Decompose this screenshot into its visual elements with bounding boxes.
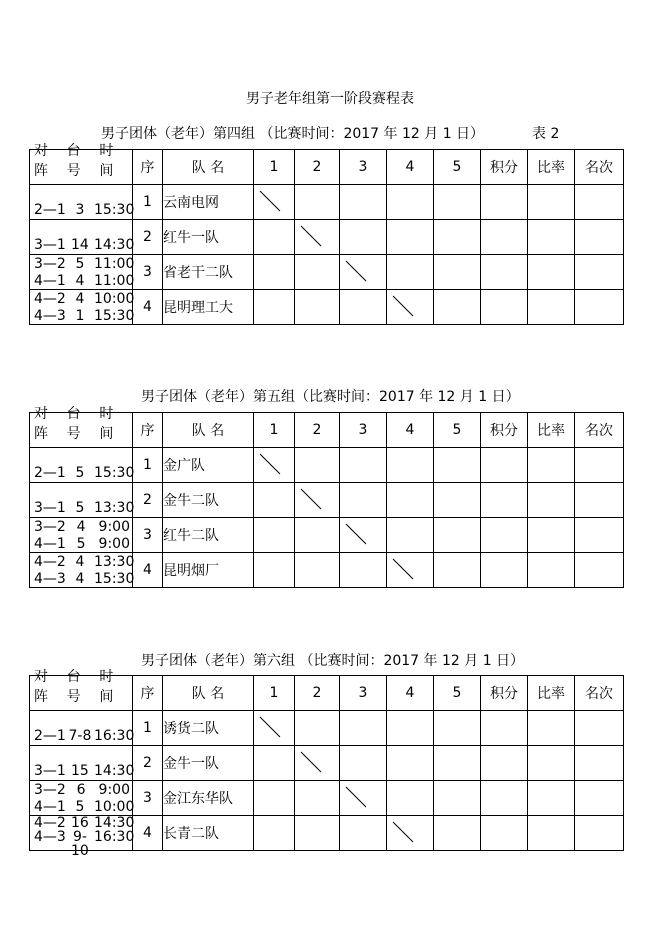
team-name: 金牛一队: [163, 746, 254, 781]
score-cell: [434, 483, 481, 518]
header-row: [30, 413, 624, 448]
match-line: [34, 272, 135, 289]
table-number: 5: [75, 798, 85, 815]
points-cell: [481, 448, 528, 483]
table-label: 表 2: [532, 126, 560, 142]
match-pair: 3—1: [34, 500, 66, 516]
score-cell: [254, 781, 295, 816]
team-row: [30, 711, 624, 746]
points-header: 积分: [481, 676, 528, 711]
table-number: 1: [75, 307, 85, 324]
header-table-no: 台号: [66, 406, 81, 442]
table-number: 4: [75, 570, 85, 587]
match-pair: 3—2: [34, 518, 66, 535]
diagonal-cell: [387, 553, 434, 588]
seq-cell: 3: [133, 255, 163, 290]
match-line: [34, 829, 135, 859]
diagonal-slash: [345, 523, 367, 545]
team-name: 昆明理工大: [163, 290, 254, 325]
diagonal-slash: [345, 786, 367, 808]
match-line: [34, 307, 135, 324]
match-time: 9:00: [98, 781, 130, 798]
seq-header: 序: [133, 676, 163, 711]
match-time: 15:30: [94, 570, 135, 587]
header-table-no: 台号: [66, 143, 81, 179]
match-header-cell: [30, 669, 133, 711]
match-header-cell: [30, 406, 133, 448]
match-pair: 4—2: [34, 815, 66, 831]
table-number: 15: [71, 763, 89, 779]
ratio-cell: [528, 185, 575, 220]
match-schedule-cell: [30, 220, 133, 255]
seq-cell: 3: [133, 518, 163, 553]
match-time: 15:30: [94, 307, 135, 324]
table-number: 6: [76, 781, 86, 798]
rank-cell: [575, 290, 624, 325]
header-row: [30, 150, 624, 185]
header-match: 对阵: [34, 406, 48, 442]
team-name: 昆明烟厂: [163, 553, 254, 588]
match-lines: [34, 553, 135, 587]
schedule-table: [29, 669, 624, 859]
match-header-labels: [34, 403, 132, 443]
header-table-no: 台号: [66, 669, 81, 705]
points-cell: [481, 483, 528, 518]
score-cell: [254, 255, 295, 290]
match-pair: 3—1: [34, 237, 66, 253]
table-number: 4: [75, 290, 85, 307]
schedule-table: [29, 406, 624, 588]
ratio-cell: [528, 483, 575, 518]
ratio-header: 比率: [528, 676, 575, 711]
score-cell: [387, 746, 434, 781]
match-lines: [34, 255, 135, 289]
diagonal-slash: [300, 225, 322, 247]
points-cell: [481, 816, 528, 851]
points-cell: [481, 781, 528, 816]
seq-cell: 4: [133, 553, 163, 588]
opponent-col-header: 3: [340, 413, 387, 448]
seq-cell: 4: [133, 816, 163, 851]
match-time: 16:30: [94, 728, 135, 744]
score-cell: [434, 711, 481, 746]
team-name: 金江东华队: [163, 781, 254, 816]
match-time: 16:30: [94, 829, 135, 845]
team-name: 长青二队: [163, 816, 254, 851]
match-lines: [34, 483, 135, 517]
ratio-cell: [528, 518, 575, 553]
match-time: 9:00: [98, 535, 130, 552]
rank-cell: [575, 255, 624, 290]
match-pair: 2—1: [34, 465, 66, 481]
opponent-col-header: 4: [387, 150, 434, 185]
match-lines: [34, 448, 135, 482]
opponent-col-header: 2: [295, 150, 340, 185]
diagonal-slash: [300, 751, 322, 773]
seq-cell: 1: [133, 185, 163, 220]
match-time: 14:30: [94, 815, 135, 831]
score-cell: [254, 553, 295, 588]
match-pair: 4—3: [34, 570, 66, 587]
header-time: 时间: [99, 669, 114, 705]
diagonal-cell: [295, 483, 340, 518]
match-line: [34, 202, 135, 218]
seq-cell: 1: [133, 448, 163, 483]
match-pair: 4—1: [34, 798, 66, 815]
score-cell: [254, 816, 295, 851]
table-number: 5: [76, 535, 86, 552]
match-lines: [34, 711, 135, 745]
score-cell: [340, 816, 387, 851]
group-heading: 男子团体（老年）第四组 （比赛时间：2017 年 12 月 1 日）: [101, 126, 485, 142]
diagonal-slash: [300, 488, 322, 510]
score-cell: [254, 290, 295, 325]
opponent-col-header: 5: [434, 676, 481, 711]
score-cell: [254, 483, 295, 518]
team-header: 队 名: [163, 676, 254, 711]
match-schedule-cell: [30, 781, 133, 816]
diagonal-slash: [345, 260, 367, 282]
score-cell: [295, 185, 340, 220]
ratio-cell: [528, 290, 575, 325]
diagonal-cell: [340, 781, 387, 816]
diagonal-cell: [254, 448, 295, 483]
ratio-cell: [528, 746, 575, 781]
match-time: 15:30: [94, 465, 135, 481]
team-name: 诱货二队: [163, 711, 254, 746]
ratio-header: 比率: [528, 150, 575, 185]
score-cell: [387, 448, 434, 483]
score-cell: [295, 711, 340, 746]
header-time: 时间: [99, 143, 114, 179]
table-number: 16: [71, 815, 89, 831]
table-number: 9-10: [71, 829, 89, 859]
seq-cell: 2: [133, 746, 163, 781]
rank-cell: [575, 483, 624, 518]
ratio-header: 比率: [528, 413, 575, 448]
team-row: [30, 781, 624, 816]
seq-header: 序: [133, 413, 163, 448]
score-cell: [254, 518, 295, 553]
score-cell: [387, 255, 434, 290]
rank-cell: [575, 448, 624, 483]
table-number: 5: [75, 500, 85, 516]
score-cell: [387, 483, 434, 518]
match-pair: 3—2: [34, 781, 66, 798]
match-time: 10:00: [94, 798, 135, 815]
match-pair: 4—3: [34, 307, 66, 324]
team-row: [30, 255, 624, 290]
match-line: [34, 255, 135, 272]
header-time: 时间: [99, 406, 114, 442]
diagonal-slash: [392, 295, 414, 317]
points-header: 积分: [481, 413, 528, 448]
match-lines: [34, 781, 135, 815]
score-cell: [295, 255, 340, 290]
score-cell: [387, 220, 434, 255]
team-name: 省老干二队: [163, 255, 254, 290]
score-cell: [434, 255, 481, 290]
group-heading: 男子团体（老年）第六组 （比赛时间：2017 年 12 月 1 日）: [141, 653, 525, 669]
table-number: 4: [76, 518, 86, 535]
points-cell: [481, 290, 528, 325]
page-title: 男子老年组第一阶段赛程表: [246, 91, 414, 107]
table-number: 7-8: [68, 728, 92, 744]
match-time: 14:30: [94, 763, 135, 779]
team-row: [30, 483, 624, 518]
match-line: [34, 815, 135, 831]
opponent-col-header: 1: [254, 413, 295, 448]
table-number: 4: [75, 553, 85, 570]
points-cell: [481, 518, 528, 553]
points-cell: [481, 220, 528, 255]
match-pair: 3—1: [34, 763, 66, 779]
diagonal-cell: [295, 746, 340, 781]
match-line: [34, 798, 135, 815]
opponent-col-header: 2: [295, 413, 340, 448]
match-lines: [34, 220, 135, 254]
match-time: 13:30: [94, 553, 135, 570]
points-cell: [481, 553, 528, 588]
rank-cell: [575, 781, 624, 816]
match-line: [34, 500, 135, 516]
team-row: [30, 185, 624, 220]
opponent-col-header: 1: [254, 150, 295, 185]
match-line: [34, 570, 135, 587]
match-line: [34, 553, 135, 570]
score-cell: [340, 448, 387, 483]
match-time: 9:00: [98, 518, 130, 535]
score-cell: [295, 553, 340, 588]
match-schedule-cell: [30, 711, 133, 746]
points-cell: [481, 185, 528, 220]
team-name: 金牛二队: [163, 483, 254, 518]
match-lines: [34, 746, 135, 780]
rank-cell: [575, 220, 624, 255]
team-name: 云南电网: [163, 185, 254, 220]
diagonal-slash: [259, 453, 281, 475]
seq-cell: 4: [133, 290, 163, 325]
match-line: [34, 763, 135, 779]
points-cell: [481, 255, 528, 290]
group-heading: 男子团体（老年）第五组（比赛时间：2017 年 12 月 1 日）: [141, 389, 520, 405]
opponent-col-header: 3: [340, 676, 387, 711]
header-match: 对阵: [34, 669, 48, 705]
score-cell: [434, 816, 481, 851]
table-number: 5: [75, 255, 85, 272]
match-header-labels: [34, 666, 132, 706]
opponent-col-header: 2: [295, 676, 340, 711]
ratio-cell: [528, 816, 575, 851]
match-line: [34, 783, 130, 797]
ratio-cell: [528, 781, 575, 816]
diagonal-slash: [392, 558, 414, 580]
match-schedule-cell: [30, 518, 133, 553]
diagonal-cell: [387, 816, 434, 851]
team-name: 红牛一队: [163, 220, 254, 255]
match-pair: 3—2: [34, 255, 66, 272]
score-cell: [387, 185, 434, 220]
match-line: [34, 520, 130, 534]
seq-cell: 2: [133, 483, 163, 518]
score-cell: [340, 290, 387, 325]
table-number: 5: [75, 465, 85, 481]
team-header: 队 名: [163, 150, 254, 185]
rank-cell: [575, 518, 624, 553]
score-cell: [387, 518, 434, 553]
match-lines: [34, 290, 135, 324]
score-cell: [340, 185, 387, 220]
score-cell: [387, 711, 434, 746]
match-schedule-cell: [30, 746, 133, 781]
ratio-cell: [528, 448, 575, 483]
seq-cell: 3: [133, 781, 163, 816]
points-header: 积分: [481, 150, 528, 185]
match-line: [34, 237, 135, 253]
team-name: 红牛二队: [163, 518, 254, 553]
match-pair: 2—1: [34, 728, 66, 744]
match-time: 11:00: [94, 255, 135, 272]
match-time: 13:30: [94, 500, 135, 516]
opponent-col-header: 4: [387, 413, 434, 448]
ratio-cell: [528, 255, 575, 290]
diagonal-slash: [259, 716, 281, 738]
header-match: 对阵: [34, 143, 48, 179]
score-cell: [434, 448, 481, 483]
rank-cell: [575, 185, 624, 220]
score-cell: [340, 553, 387, 588]
match-pair: 4—1: [34, 272, 66, 289]
score-cell: [434, 220, 481, 255]
diagonal-cell: [254, 711, 295, 746]
match-schedule-cell: [30, 815, 135, 859]
score-cell: [434, 290, 481, 325]
match-lines: [34, 185, 135, 219]
diagonal-cell: [295, 220, 340, 255]
score-cell: [295, 448, 340, 483]
score-cell: [254, 746, 295, 781]
team-row: [30, 448, 624, 483]
match-time: 10:00: [94, 290, 135, 307]
score-cell: [387, 781, 434, 816]
points-cell: [481, 746, 528, 781]
rank-header: 名次: [575, 150, 624, 185]
diagonal-cell: [340, 255, 387, 290]
ratio-cell: [528, 553, 575, 588]
match-line: [34, 728, 135, 744]
rank-cell: [575, 711, 624, 746]
match-lines: [34, 518, 130, 552]
match-header-labels: [34, 140, 132, 180]
opponent-col-header: 1: [254, 676, 295, 711]
score-cell: [340, 220, 387, 255]
match-pair: 4—3: [34, 829, 66, 845]
match-schedule-cell: [30, 448, 133, 483]
match-schedule-cell: [30, 255, 133, 290]
match-pair: 4—1: [34, 535, 66, 552]
match-line: [34, 290, 135, 307]
diagonal-cell: [387, 290, 434, 325]
team-name: 金广队: [163, 448, 254, 483]
score-cell: [434, 781, 481, 816]
score-cell: [434, 185, 481, 220]
team-row: [30, 816, 624, 851]
schedule-table: [29, 143, 624, 325]
match-line: [34, 465, 135, 481]
score-cell: [295, 518, 340, 553]
match-header-cell: [30, 143, 133, 185]
rank-header: 名次: [575, 413, 624, 448]
match-schedule-cell: [30, 483, 133, 518]
header-row: [30, 676, 624, 711]
seq-header: 序: [133, 150, 163, 185]
score-cell: [295, 290, 340, 325]
score-cell: [340, 711, 387, 746]
match-pair: 2—1: [34, 202, 66, 218]
rank-header: 名次: [575, 676, 624, 711]
match-pair: 4—2: [34, 553, 66, 570]
diagonal-slash: [259, 190, 281, 212]
score-cell: [434, 518, 481, 553]
score-cell: [434, 746, 481, 781]
team-row: [30, 553, 624, 588]
rank-cell: [575, 816, 624, 851]
match-line: [34, 537, 130, 551]
table-number: 14: [71, 237, 89, 253]
opponent-col-header: 4: [387, 676, 434, 711]
table-number: 4: [75, 272, 85, 289]
points-cell: [481, 711, 528, 746]
score-cell: [295, 781, 340, 816]
match-time: 14:30: [94, 237, 135, 253]
diagonal-cell: [254, 185, 295, 220]
team-row: [30, 518, 624, 553]
score-cell: [254, 220, 295, 255]
score-cell: [295, 816, 340, 851]
match-pair: 4—2: [34, 290, 66, 307]
team-row: [30, 746, 624, 781]
match-schedule-cell: [30, 553, 133, 588]
table-number: 3: [75, 202, 85, 218]
score-cell: [434, 553, 481, 588]
match-schedule-cell: [30, 290, 133, 325]
seq-cell: 1: [133, 711, 163, 746]
ratio-cell: [528, 711, 575, 746]
diagonal-slash: [392, 821, 414, 843]
opponent-col-header: 5: [434, 150, 481, 185]
opponent-col-header: 5: [434, 413, 481, 448]
score-cell: [340, 746, 387, 781]
match-time: 11:00: [94, 272, 135, 289]
rank-cell: [575, 553, 624, 588]
diagonal-cell: [340, 518, 387, 553]
match-lines: [34, 815, 135, 859]
ratio-cell: [528, 220, 575, 255]
score-cell: [340, 483, 387, 518]
match-time: 15:30: [94, 202, 135, 218]
match-schedule-cell: [30, 185, 133, 220]
seq-cell: 2: [133, 220, 163, 255]
opponent-col-header: 3: [340, 150, 387, 185]
team-header: 队 名: [163, 413, 254, 448]
rank-cell: [575, 746, 624, 781]
team-row: [30, 220, 624, 255]
team-row: [30, 290, 624, 325]
